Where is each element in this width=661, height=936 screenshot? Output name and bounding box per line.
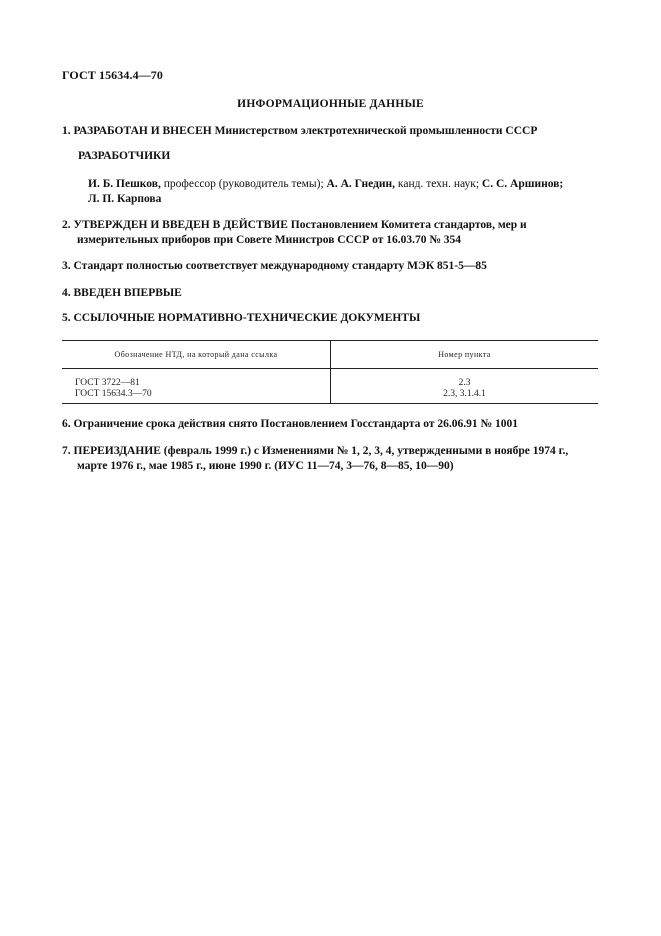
- info-item-7: [62, 444, 599, 474]
- info-item-5: [62, 311, 599, 326]
- developer-role: профессор (руководитель темы);: [163, 178, 324, 190]
- table-header-rule: [62, 368, 598, 369]
- info-item-3: [62, 259, 599, 274]
- item-number: 7.: [62, 445, 71, 457]
- table-header-point: Номер пункта: [438, 350, 491, 359]
- item-text: Ограничение срока действия снято Постановлением Госстандарта от 26.06.91 № 1001: [73, 418, 518, 430]
- table-header-document: Обозначение НТД, на который дана ссылка: [114, 350, 278, 359]
- item-text-line: марте 1976 г., мае 1985 г., июне 1990 г. (ИУС 11—74, 3—76, 8—85, 10—90): [77, 460, 454, 472]
- item-number: 5.: [62, 312, 71, 324]
- developers-list: [88, 177, 603, 207]
- item-text: Стандарт полностью соответствует международному стандарту МЭК 851-5—85: [73, 260, 487, 272]
- item-text: ССЫЛОЧНЫЕ НОРМАТИВНО-ТЕХНИЧЕСКИЕ ДОКУМЕНТЫ: [73, 312, 421, 324]
- developer-name: Л. П. Карпова: [88, 193, 162, 205]
- developer-name: С. С. Аршинов;: [481, 178, 564, 190]
- info-item-1: [62, 124, 599, 139]
- info-item-4: [62, 286, 599, 301]
- table-cell-document: ГОСТ 15634.3—70: [75, 389, 152, 399]
- developer-name: А. А. Гнедин,: [326, 178, 396, 190]
- item-text: ВВЕДЕН ВПЕРВЫЕ: [73, 287, 182, 299]
- item-text: РАЗРАБОТАН И ВНЕСЕН Министерством электротехнической промышленности СССР: [73, 125, 538, 137]
- item-text-line: ПЕРЕИЗДАНИЕ (февраль 1999 г.) с Изменениями № 1, 2, 3, 4, утвержденными в ноябре 1974 г.,: [73, 445, 569, 457]
- item-number: 3.: [62, 260, 71, 272]
- item-text-line: УТВЕРЖДЕН И ВВЕДЕН В ДЕЙСТВИЕ Постановлением Комитета стандартов, мер и: [73, 219, 527, 231]
- info-item-6: [62, 417, 599, 432]
- reference-table: [62, 340, 598, 404]
- item-number: 6.: [62, 418, 71, 430]
- item-number: 4.: [62, 287, 71, 299]
- table-cell-point: 2.3, 3.1.4.1: [443, 389, 486, 399]
- developer-role: канд. техн. наук;: [397, 178, 480, 190]
- page-title: ИНФОРМАЦИОННЫЕ ДАННЫЕ: [237, 98, 424, 110]
- item-number: 1.: [62, 125, 71, 137]
- developers-heading: РАЗРАБОТЧИКИ: [78, 150, 171, 162]
- developer-name: И. Б. Пешков,: [88, 178, 161, 190]
- gost-code: ГОСТ 15634.4—70: [62, 68, 163, 82]
- item-text-line: измерительных приборов при Совете Министров СССР от 16.03.70 № 354: [77, 234, 462, 246]
- item-number: 2.: [62, 219, 71, 231]
- table-cell-point: 2.3: [458, 378, 471, 388]
- info-item-2: [62, 218, 599, 248]
- table-cell-document: ГОСТ 3722—81: [75, 378, 140, 388]
